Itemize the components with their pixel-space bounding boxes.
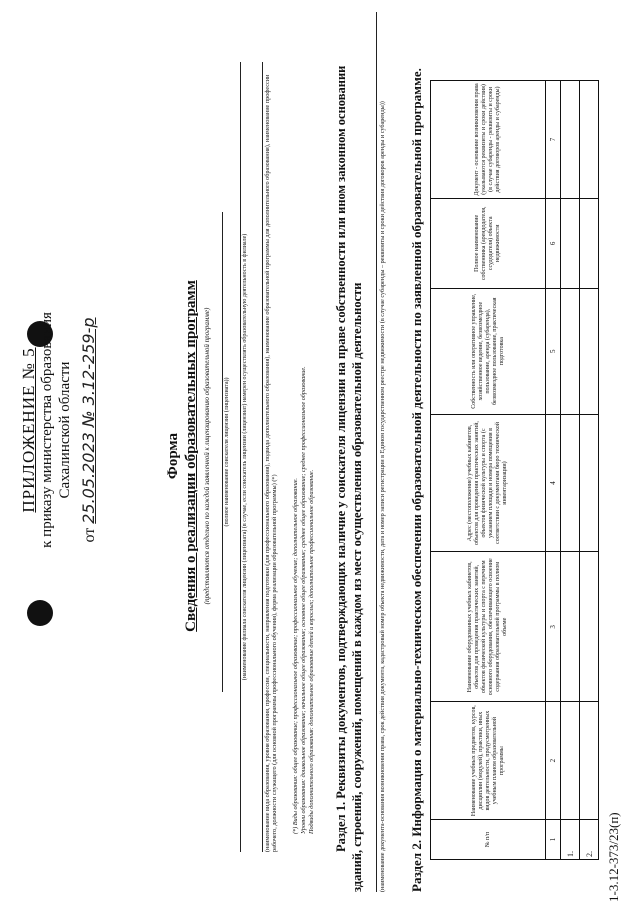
col-header: № п/п [431,820,546,860]
col-number: 6 [546,198,561,288]
col-number: 4 [546,414,561,552]
note-subkinds: Подвиды дополнительного образования: дополнительное образование детей и взрослых; дополнительное профессиональное образование. [308,469,315,834]
col-header: Наименование учебных предметов, курсов, дисциплин (модулей), практики, иных видов деятельности, предусмотренных учебным планом образовательной программы [431,702,546,820]
col-header: Наименование оборудованных учебных кабинетов, объектов для проведения практических занятий, объектов физической культуры и спорта с перечнем основного оборудования, обеспечивающего освоение содержания образовательной программы в полном объеме [431,552,546,702]
table-number-row [546,81,561,860]
section2-title: Раздел 2. Информация о материально-техническом обеспечении образовательной деятельности по заявленной образовательной программе. [409,68,424,892]
row-number: 2. [580,820,599,860]
col-header: Документ - основание возникновения права (указываются реквизиты и сроки действия) (в случае субаренды - реквизиты и сроки действия договоров аренды и субаренды) [431,81,546,199]
appendix-line1: к приказу министерства образования [39,312,55,548]
appendix-title: ПРИЛОЖЕНИЕ № 5 [19,347,38,513]
col-number: 2 [546,702,561,820]
table-row [580,81,599,860]
table-header-row [431,81,546,860]
handwritten-date: 25.05.2023 № 3.12-259-р [79,317,98,524]
section1-title-line1: Раздел 1. Реквизиты документов, подтверждающих наличие у соискателя лицензии на праве собственности или ином законном основании [334,65,348,852]
note-levels: Уровни образования: дошкольное образование; начальное общее образование; основное общее образование; среднее общее образование; среднее профессиональное образование. [300,366,307,834]
col-number: 5 [546,288,561,414]
branch-line [240,62,241,852]
row-number: 1. [561,820,580,860]
col-number: 1 [546,820,561,860]
form-title: Сведения о реализации образовательных программ [183,280,199,632]
document-number: 1-3.12-373/23(п) [606,812,621,902]
program-line [262,62,263,852]
applicant-line [222,212,223,692]
section1-caption: (наименование документа-основания возникновения права, срок действия документа, кадастровый номер объекта недвижимости, дата и номер записи регистрации в Едином государственном реестре недвижимости (в случае субаренды – реквизиты и сроки действия договоров аренды и субаренды)) [379,101,386,892]
section1-title-line2: зданий, строений, сооружений, помещений в каждом из мест осуществления образовательной деятельности [350,282,364,892]
form-label: Форма [165,432,181,480]
applicant-caption: (полное наименование соискателя лицензии (лицензиата)) [224,377,230,527]
form-subtitle: (представляются отдельно по каждой заявленной к лицензированию образовательной программе) [203,307,211,605]
col-header: Собственность или оперативное управление, хозяйственное ведение, безвозмездное пользование, аренда (субаренда), безвозмездное пользование, практическая подготовка [431,288,546,414]
col-number: 3 [546,552,561,702]
note-kinds: (*) Виды образования: общее образование; профессиональное образование; профессиональное обучение; дополнительное образование. [292,478,299,834]
appendix-date-line [80,240,99,620]
date-prefix: от [81,527,98,543]
col-number: 7 [546,81,561,199]
appendix-line2: Сахалинской области [57,361,73,499]
table-row [561,81,580,860]
col-header: Полное наименование собственника (арендодателя, ссудодателя) объекта недвижимости [431,198,546,288]
col-header: Адрес (местоположение) учебных кабинетов, объектов для проведения практических занятий, объектов физической культуры и спорта (с указанием площади и номера помещения в соответствии с документами бюро технической инвентаризации) [431,414,546,552]
program-caption: (наименование вида образования, уровня образования, профессии, специальности, направления подготовки (для профессионального образования), подвида дополнительного образования), наименование образовательной программы для дополнительного образования), наименование профессии рабочего, должности служащего (для основной программы профессионального обучения), форма реализации образовательной программы) (*) [264,74,279,852]
appendix-header [20,240,99,620]
material-table [430,80,599,860]
section1-line [376,12,377,892]
branch-caption: (наименование филиала соискателя лицензии (лицензиата) (в случае, если соискатель лицензии (лицензиат) намерен осуществлять образовательную деятельность в филиале) [242,233,248,681]
